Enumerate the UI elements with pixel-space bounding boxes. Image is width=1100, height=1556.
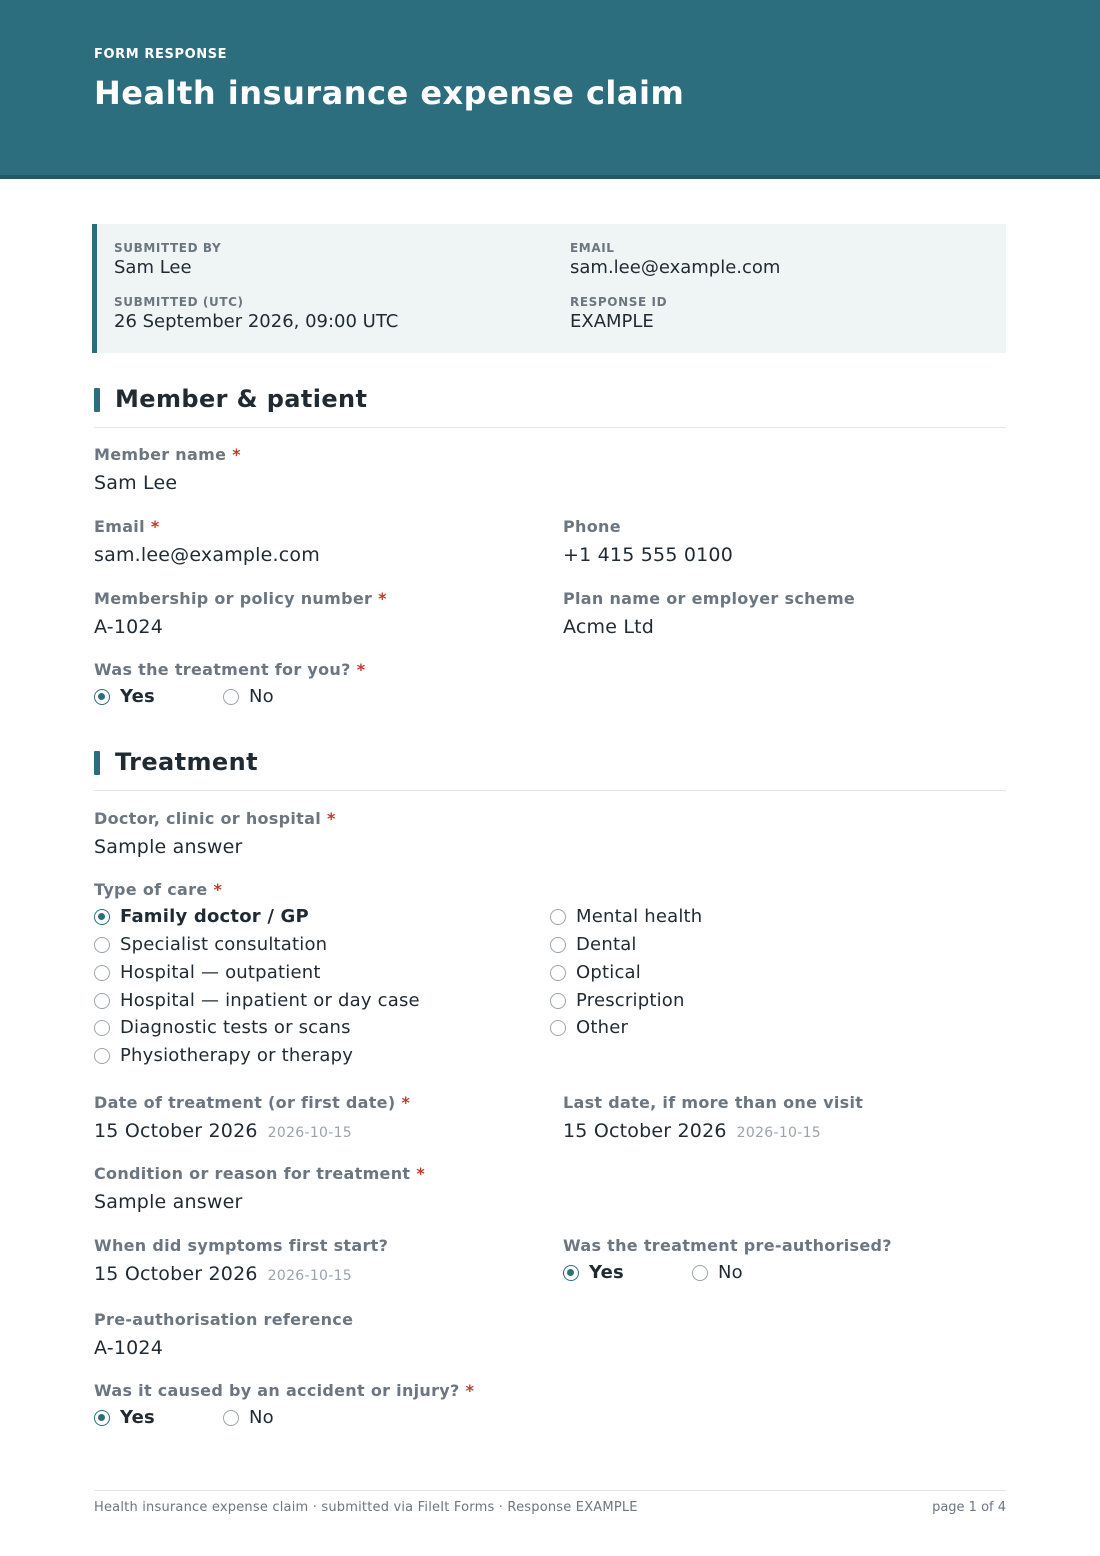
submission-meta-panel	[92, 224, 1006, 353]
radio-unchecked-icon	[94, 937, 110, 953]
section-treatment	[94, 748, 1006, 791]
field-phone	[563, 517, 733, 566]
radio-label: Physiotherapy or therapy	[120, 1045, 354, 1066]
footer-info: Health insurance expense claim · submitted via FileIt Forms · Response EXAMPLE	[94, 1500, 638, 1515]
field-value: Sample answer	[94, 1191, 243, 1213]
radio-label: No	[718, 1262, 743, 1283]
section-title: Member & patient	[115, 385, 368, 413]
email-label: EMAIL	[570, 241, 615, 255]
required-asterisk: *	[465, 1381, 475, 1400]
radio-label: Mental health	[576, 906, 703, 927]
field-pre-authorised	[563, 1236, 892, 1255]
radio-label: Other	[576, 1017, 629, 1038]
radio-label: Specialist consultation	[120, 934, 328, 955]
required-asterisk: *	[378, 589, 387, 608]
field-label: Plan name or employer scheme	[563, 589, 856, 608]
radio-unchecked-icon	[550, 909, 566, 925]
field-treatment-for-you	[94, 660, 365, 679]
field-condition	[94, 1164, 425, 1213]
radio-label: Yes	[589, 1262, 624, 1283]
required-asterisk: *	[416, 1164, 426, 1183]
radio-option-physiotherapy[interactable]	[94, 1045, 353, 1066]
field-plan-name	[563, 589, 855, 638]
radio-unchecked-icon	[94, 1020, 110, 1036]
radio-unchecked-icon	[692, 1265, 708, 1281]
required-asterisk: *	[232, 445, 241, 464]
field-value: sam.lee@example.com	[94, 544, 320, 566]
field-value: Sample answer	[94, 836, 243, 858]
radio-option-no[interactable]	[692, 1262, 743, 1283]
section-accent-bar	[94, 388, 100, 412]
radio-label: Optical	[576, 962, 641, 983]
field-value: 15 October 2026 2026-10-15	[563, 1120, 822, 1142]
radio-option-other[interactable]	[550, 1017, 628, 1038]
iso-date: 2026-10-15	[267, 1268, 353, 1284]
radio-option-optical[interactable]	[550, 962, 641, 983]
field-value: 15 October 2026 2026-10-15	[94, 1120, 353, 1142]
radio-option-yes[interactable]	[94, 686, 155, 707]
radio-option-prescription[interactable]	[550, 990, 685, 1011]
field-label: Email *	[94, 517, 160, 536]
field-last-date	[563, 1093, 863, 1142]
page-title: Health insurance expense claim	[94, 74, 685, 112]
radio-checked-icon	[94, 1410, 110, 1426]
field-label: Was it caused by an accident or injury? *	[94, 1381, 475, 1400]
radio-option-yes[interactable]	[563, 1262, 624, 1283]
radio-option-no[interactable]	[223, 1407, 274, 1428]
radio-unchecked-icon	[550, 993, 566, 1009]
radio-option-family-doctor[interactable]	[94, 906, 309, 927]
radio-checked-icon	[563, 1265, 579, 1281]
radio-option-dental[interactable]	[550, 934, 637, 955]
field-value: A-1024	[94, 616, 163, 638]
field-label: When did symptoms first start?	[94, 1236, 389, 1255]
field-label: Type of care *	[94, 880, 223, 899]
radio-label: Hospital — inpatient or day case	[120, 990, 420, 1011]
submitted-utc	[114, 295, 398, 332]
iso-date: 2026-10-15	[736, 1125, 822, 1141]
submitted-utc-value: 26 September 2026, 09:00 UTC	[114, 311, 399, 332]
radio-option-mental-health[interactable]	[550, 906, 702, 927]
radio-unchecked-icon	[550, 937, 566, 953]
field-label: Doctor, clinic or hospital *	[94, 809, 336, 828]
field-label: Pre-authorisation reference	[94, 1310, 354, 1329]
field-treatment-date	[94, 1093, 410, 1142]
field-label: Was the treatment for you? *	[94, 660, 366, 679]
radio-label: No	[249, 686, 274, 707]
field-value: +1 415 555 0100	[563, 544, 734, 566]
radio-checked-icon	[94, 909, 110, 925]
radio-unchecked-icon	[223, 1410, 239, 1426]
field-provider	[94, 809, 336, 858]
submitted-by	[114, 241, 221, 278]
response-id-label: RESPONSE ID	[570, 295, 668, 309]
radio-checked-icon	[94, 689, 110, 705]
field-value: 15 October 2026 2026-10-15	[94, 1263, 353, 1285]
submitted-by-label: SUBMITTED BY	[114, 241, 222, 255]
radio-unchecked-icon	[550, 965, 566, 981]
radio-option-diagnostic[interactable]	[94, 1017, 351, 1038]
radio-label: Hospital — outpatient	[120, 962, 321, 983]
radio-unchecked-icon	[550, 1020, 566, 1036]
radio-option-no[interactable]	[223, 686, 274, 707]
field-symptoms-start	[94, 1236, 388, 1285]
field-type-of-care	[94, 880, 222, 899]
field-policy-number	[94, 589, 387, 638]
radio-label: Yes	[120, 686, 155, 707]
radio-unchecked-icon	[94, 1048, 110, 1064]
field-label: Membership or policy number *	[94, 589, 387, 608]
radio-option-specialist[interactable]	[94, 934, 327, 955]
field-preauth-reference	[94, 1310, 353, 1359]
radio-unchecked-icon	[94, 993, 110, 1009]
field-label: Member name *	[94, 445, 241, 464]
radio-label: No	[249, 1407, 274, 1428]
section-member-patient	[94, 385, 1006, 428]
radio-unchecked-icon	[94, 965, 110, 981]
section-title: Treatment	[115, 748, 258, 776]
page-footer	[94, 1490, 1006, 1515]
field-member-name	[94, 445, 241, 494]
radio-option-yes[interactable]	[94, 1407, 155, 1428]
form-eyebrow: FORM RESPONSE	[94, 47, 228, 62]
required-asterisk: *	[213, 880, 223, 899]
required-asterisk: *	[401, 1093, 411, 1112]
field-label: Was the treatment pre-authorised?	[563, 1236, 892, 1255]
field-label: Condition or reason for treatment *	[94, 1164, 426, 1183]
page-header	[0, 0, 1100, 179]
radio-unchecked-icon	[223, 689, 239, 705]
iso-date: 2026-10-15	[267, 1125, 353, 1141]
radio-label: Diagnostic tests or scans	[120, 1017, 351, 1038]
radio-label: Family doctor / GP	[120, 906, 309, 927]
page-number: page 1 of 4	[932, 1500, 1006, 1515]
field-value: Sam Lee	[94, 472, 178, 494]
radio-label: Yes	[120, 1407, 155, 1428]
submitter-email	[570, 241, 780, 278]
submitted-utc-label: SUBMITTED (UTC)	[114, 295, 244, 309]
field-label: Date of treatment (or first date) *	[94, 1093, 411, 1112]
radio-label: Prescription	[576, 990, 685, 1011]
radio-label: Dental	[576, 934, 637, 955]
required-asterisk: *	[327, 809, 336, 828]
field-value: Acme Ltd	[563, 616, 655, 638]
submitted-by-value: Sam Lee	[114, 257, 192, 278]
radio-option-hospital-inpatient[interactable]	[94, 990, 420, 1011]
field-label: Phone	[563, 517, 621, 536]
required-asterisk: *	[356, 660, 366, 679]
radio-option-hospital-outpatient[interactable]	[94, 962, 321, 983]
required-asterisk: *	[150, 517, 160, 536]
field-accident	[94, 1381, 474, 1400]
field-email	[94, 517, 320, 566]
response-id	[570, 295, 667, 332]
field-value: A-1024	[94, 1337, 163, 1359]
email-value: sam.lee@example.com	[570, 257, 781, 278]
field-label: Last date, if more than one visit	[563, 1093, 864, 1112]
section-accent-bar	[94, 751, 100, 775]
response-id-value: EXAMPLE	[570, 311, 654, 332]
